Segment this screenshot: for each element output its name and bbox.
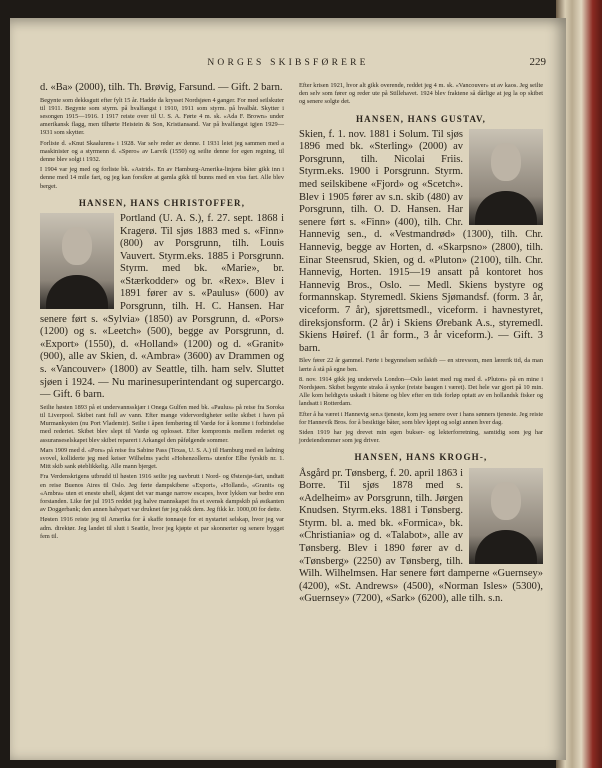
left-column bbox=[40, 82, 284, 543]
paragraph: Høsten 1916 reiste jeg til Amerika for å skaffe tonnasje for et nystartet selskap, hvor jeg var adm. direktør. Jeg landet til slutt i Seattle, hvor jeg kjøpte et par skonnerter og senere bygget fem til. bbox=[40, 516, 284, 540]
paragraph: Forliste d. «Knut Skaaluren» i 1928. Var selv reder av denne. I 1931 leiet jeg sammen med a maskinister og a styrmenn d. «Spero» av Larvik (1550) og seilte denne for egen regning, til denne blev solgt i 1932. bbox=[40, 139, 284, 164]
book-page bbox=[10, 18, 566, 760]
entry-bio: Åsgård pr. Tønsberg, f. 20. april 1863 i Borre. Til sjøs 1878 med s. «Adelheim» av Porsgrunn, tilh. Jørgen Knudsen. Styrm.eks. 1881 i Tønsberg. Styrm. bl. a. med bk. «Formica», bk. «Christiania» og d. «Talabot», alle av Tønsberg. Blev i 1890 fører av d. «Tønsberg» (2250) av Tønsberg, tilh. Wilh. Wilhelmsen. Har senere ført damperne «Guernsey» (4200), «St. Andrews» (4500), «Norman Isles» (5300), «Guernsey» (7200), «Sark» (6200), alle tilh. s.n. bbox=[299, 467, 543, 605]
entry-heading: HANSEN, HANS GUSTAV, bbox=[355, 113, 487, 124]
paragraph: Seilte høsten 1893 på et undervannsskjær i Onega Gulfen med bk. «Paulus» på reise fra Soroka til Liverpool. Skibet rant full av vann. Efter mange vidervordigheter seilte skibet i havn på Murmankysten (nu Port Vlademir). Seilte i åpen fembøring til Vardø for å komme i forbindelse med rederiet. Skibet blev slept til Vardø og oplosset. Efter kompromis mellem rederiet og assuranseselskapet blev skibet reparert i Arkangel den påfølgende sommer. bbox=[40, 403, 284, 444]
paragraph: Efter å ha været i Hannevig sen.s tjeneste, kom jeg senere over i hans sønners tjeneste. Jeg reiste for Hannevik Bros. for å besiktige båter, som blev kjøpt og solgt annen hver dag. bbox=[299, 410, 543, 426]
portrait-photo bbox=[40, 213, 114, 309]
entry-heading: HANSEN, HANS KROGH-, bbox=[354, 452, 488, 463]
paragraph: Mars 1909 med d. «Pors» på reise fra Sabine Pass (Texas, U. S. A.) til Hamburg med en ladning svovel, kolliderte jeg med keiser Wilhelms yacht «Hohenzollern» utenfor Elbe fyrskib nr. 1. Mitt skib sank øieblikkelig. Alle mann bjerget. bbox=[40, 446, 284, 471]
paragraph: Siden 1919 har jeg drevet min egen bukser- og lekterforretning, samtidig som jeg har jordeiendommer som jeg driver. bbox=[299, 429, 543, 445]
paragraph: Fra Verdenskrigens utbrudd til høsten 1916 seilte jeg uavbrutt i Nord- og Østersjø-fart, undtatt en reise Buenos Aires til Oslo. Jeg førte dampskibene «Export», «Holland», «Granit» og «Ambra» uten et eneste uhell, skjønt det var mange narrow escapes, hvor lykken var bedre enn forstanden. Like før jul 1915 reddet jeg halve mannskapet fra et svensk dampskib på østkanten av Doggerbank; den annen halvpart var druknet før jeg rakk dem. Jeg fikk kr. 1000,00 for dette. bbox=[40, 473, 284, 514]
entry-bio: Skien, f. 1. nov. 1881 i Solum. Til sjøs 1896 med bk. «Sterling» (2000) av Porsgrunn, tilh. Nicolai Friis. Styrm.eks. 1900 i Porsgrunn. Styrm. med seilskibene «Fjord» og «Scetch». Blev i 1905 fører av s.n. skib (480) av Porsgrunn, tilh. O. D. Hansen. Har senere ført s. «Finn» (400), tilh. Chr. Hannevig sen., d. «Vestmandrød» (1300), tilh. Chr. Hannevig, begge av Horten, d. «Skarpsno» (2800), tilh. Einar Steensrud, Skien, og d. «Pluton» (2100), tilh. Chr. Hannevig, Horten. 1915—19 ansatt på kontoret hos Hannevig Bros., Oslo. — Medl. Skiens bystyre og formannskap. Styremedl. Skiens Sjømandsf. (form. 3 år, viceform. 7 år), sjørettsmedl., viceform. i havnestyret, direksjonsform. (2 år) i Skiens Ørebank A.s., styremedl. Skiens Høiref. (1 år form., 3 år viceform.). — Gift. 3 barn. bbox=[299, 128, 543, 354]
running-head: NORGES SKIBSFØRERE bbox=[207, 58, 369, 68]
page-number: 229 bbox=[529, 56, 546, 68]
entry-heading: HANSEN, HANS CHRISTOFFER, bbox=[78, 197, 246, 208]
paragraph: 8. nov. 1914 gikk jeg undervels London—Oslo lastet med rug med d. «Pluton» på en mine i Nordsjøen. Skibet begynte straks å synke (reiste baugen i været). Det hele var gjort på 10 min. Alle kom heldigvis uskadt i båtene og blev efter en tids forløp optatt av en hollandsk fisker og landsatt i Rotterdam. bbox=[299, 375, 543, 408]
entry-continuation: d. «Ba» (2000), tilh. Th. Brøvig, Farsund. — Gift. 2 barn. bbox=[40, 82, 283, 93]
paragraph: I 1904 var jeg med og forliste bk. «Astrid». En av Hamburg-Amerika-linjens båter gikk inn i denne med 14 mile fart, og jeg kan forsikre at gamla gikk til bunns med en viss fart. Alle blev berget. bbox=[40, 166, 284, 190]
paragraph: Begynte som dekksgutt efter fylt 15 år. Hadde da krysset Nordsjøen 4 ganger. For med seilskuter til 1911. Begynte som styrm. på hvalfangst i 1910, 1911 som styrm. på hvalbåt. Skytter i sesongen 1915—1916. I 1917 reiste over til U. S. A. Førte 4 m. sk. «Ada F. Brown» under amerikansk flagg, men tilhørte Heistein & Son, Kristiansand. Var på hvalfangst igjen 1929—1931 som skytter. bbox=[40, 96, 284, 137]
entry-bio: Portland (U. A. S.), f. 27. sept. 1868 i Kragerø. Til sjøs 1883 med s. «Finn» (800) av Porsgrunn, tilh. Louis Vauvert. Styrm.eks. 1885 i Porsgrunn. Styrm. med bk. «Marie», br. «Stærkodder» og br. «Rex». Blev i 1891 fører av s. «Paulus» (600) av Porsgrunn, tilh. H. C. Hansen. Har senere ført s. «Sylvia» (1850) av Porsgrunn, d. «Pors» (1200) og s. «Leetch» (500), begge av Porsgrunn, d. «Export» (1550), d. «Holland» (1200) og d. «Granit» (900), alle av Skien, d. «Ambra» (3600) av Drammen og s. «Vancouver» (1800) av Seattle, tilh. ham selv. Sluttet sjøen i 1924. — Nu marinesuperintendant og supercargo. — Gift. 6 barn. bbox=[40, 212, 284, 401]
portrait-photo bbox=[469, 468, 543, 564]
paragraph: Blev fører 22 år gammel. Førte i begynnelsen seilskib — en strevsom, men lærerik tid, da man lærte å stå på egne ben. bbox=[299, 357, 543, 373]
portrait-photo bbox=[469, 129, 543, 225]
entry-continuation: Efter krisen 1921, hvor alt gikk overende, reddet jeg 4 m. sk. «Vancouver» ut av kaos. Jeg seilte den selv som fører og reder ute på Stillehavet. 1924 blev fraktene så dårlige at jeg la op skibet og senere solgte det. bbox=[299, 82, 543, 106]
right-column bbox=[299, 82, 543, 608]
